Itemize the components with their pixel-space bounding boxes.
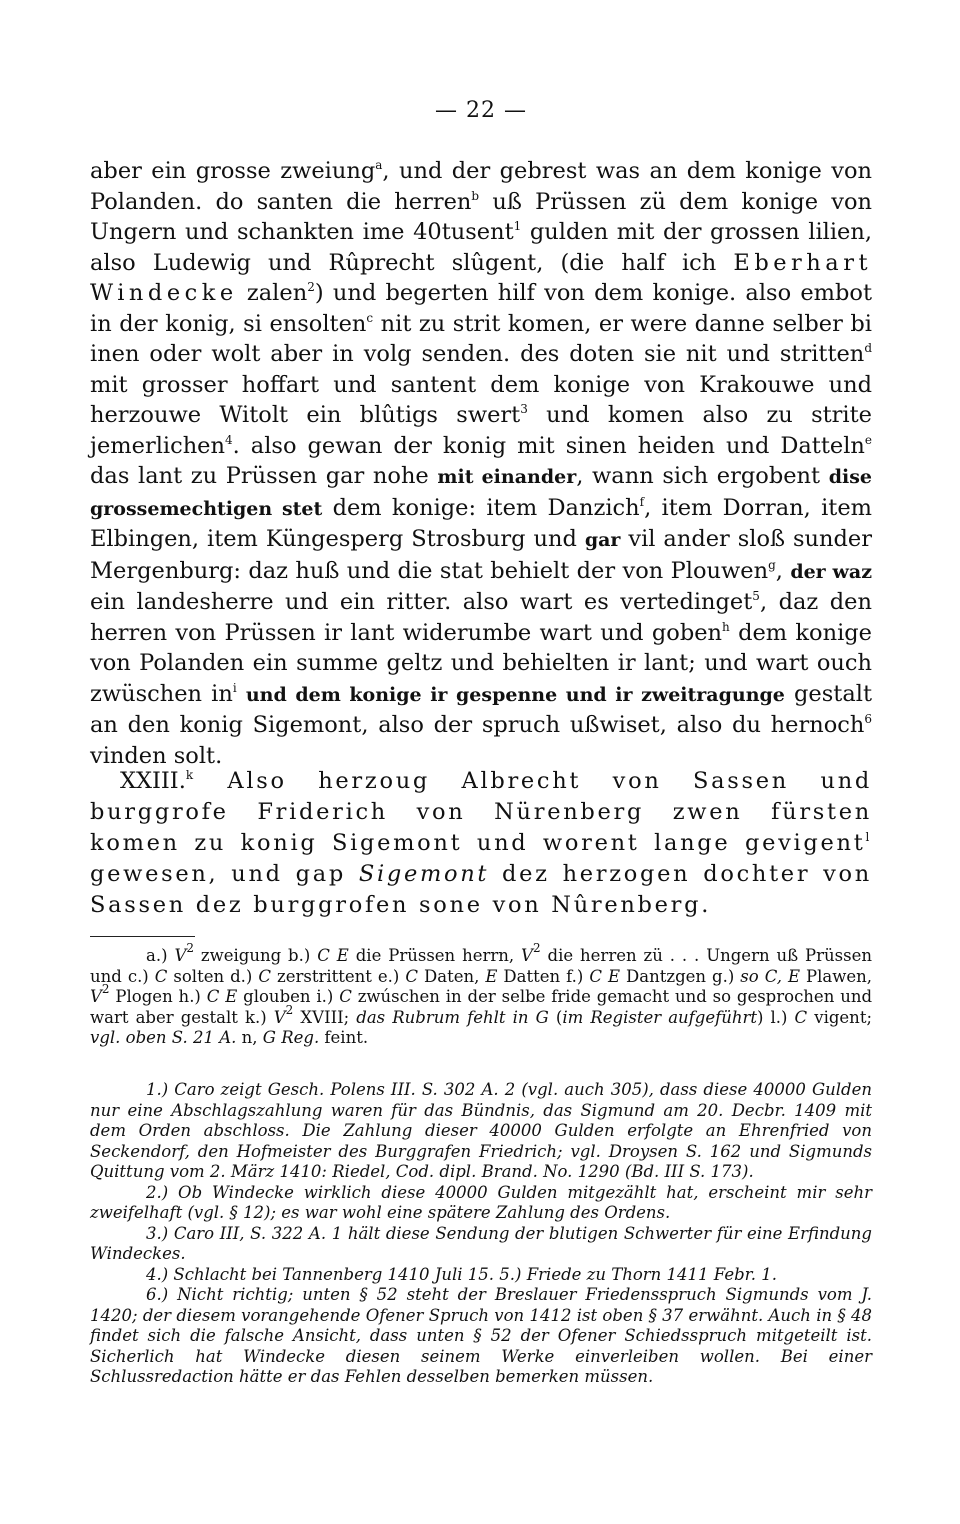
variant-mark: a	[375, 158, 383, 172]
siglum: G Reg.	[262, 1028, 320, 1047]
commentary-notes	[90, 1080, 872, 1388]
note-run: a.)	[146, 946, 175, 965]
siglum-index: 2	[186, 941, 194, 955]
variant-mark: e	[864, 432, 872, 447]
note-run: Datten f.)	[497, 966, 590, 986]
text-run: vil ander sloß sunder Mergenburg: daz huß und die stat behielt der von Plouwen	[90, 526, 872, 584]
note-run: Plawen,	[800, 966, 873, 986]
footnote-4-5: 4.) Schlacht bei Tannenberg 1410 Juli 15. 5.) Friede zu Thorn 1411 Febr. 1.	[146, 1264, 777, 1284]
text-run: mit grosser hoffart und santent dem konige von Krakouwe und herzouwe Witolt ein blûtigs swert	[90, 371, 872, 428]
text-run: ) und begerten hilf von dem konige. also embot in der konig, si ensolten	[90, 280, 872, 337]
text-run: das lant zu Prüssen gar nohe	[90, 463, 438, 489]
footnote-mark: 6	[864, 712, 872, 726]
siglum: V	[273, 1007, 286, 1027]
note-run: n,	[236, 1028, 263, 1047]
variant-mark: i	[232, 680, 237, 695]
text-run: , item Dorran, item Elbingen, item Küngesperg Strosburg und	[90, 494, 872, 552]
text-run: ,	[775, 557, 791, 584]
main-text	[90, 156, 872, 771]
text-run: gestalt an den konig Sigemont, also der spruch ußwiset, also du hernoch	[90, 680, 872, 738]
siglum: so C, E	[740, 966, 801, 986]
siglum: E	[485, 966, 498, 986]
variant-apparatus	[90, 941, 873, 1049]
note-run: Plogen h.)	[109, 987, 207, 1006]
note-run: ) l.)	[756, 1007, 795, 1027]
text-run: und komen also zu strite jemerlichen	[90, 402, 872, 459]
note-run: (	[548, 1007, 563, 1027]
siglum: V	[521, 946, 533, 965]
siglum: V	[90, 987, 102, 1006]
text-run: , daz den herren von Prüssen ir lant widerumbe wart und goben	[90, 589, 872, 646]
siglum-index: 2	[532, 941, 541, 955]
note-run: Dantzgen g.)	[620, 966, 741, 986]
text-run: zalen	[237, 280, 308, 306]
author-name: Eberhart Windecke	[90, 249, 872, 306]
variant-mark: l	[865, 830, 872, 844]
note-run: vigent;	[807, 1007, 873, 1027]
text-run: gulden mit der grossen lilien, also Ludewig und Rûprecht slûgent, (die half ich	[90, 219, 872, 276]
italic-run: Sigemont	[358, 861, 490, 887]
text-run: dem konige von Polanden ein summe geltz und behielten ir lant; und wart ouch zwüschen in	[90, 619, 872, 707]
footnote-mark: 1	[513, 219, 522, 233]
footnote-1: 1.) Caro zeigt Gesch. Polens III. S. 302 A. 2 (vgl. auch 305), dass diese 40000 Gulden nur eine Abschlagszahlung waren für das Bündnis, das Sigmund am 20. Decbr. 1409 mit dem Orden abschloss. Die Zahlung dieser 40000 Gulden erfolgte an Ehrenfried von Seckendorf, den Hofmeister des Burggrafen Friedrich; vgl. Droysen S. 162 und Sigmunds Quittung vom 2. März 1410: Riedel, Cod. dipl. Brand. No. 1290 (Bd. III S. 173).	[90, 1080, 872, 1181]
variant-mark: f	[639, 494, 645, 509]
text-run: . also gewan der konig mit sinen heiden und Datteln	[232, 432, 865, 459]
siglum: V	[174, 946, 187, 965]
footnote-6: 6.) Nicht richtig; unten § 52 steht der Breslauer Friedensspruch Sigmunds vom J. 1420; der diesem vorangehende Ofener Spruch von 1412 ist oben § 37 erwähnt. Auch in § 48 findet sich die falsche Ansicht, dass unten § 52 der Ofener Schiedsspruch mitgeteilt ist. Sicherlich hat Windecke diesen seinem Werke einverleiben wollen. Bei einer Schlussredaction hätte er das Fehlen desselben bemerken müssen.	[90, 1285, 872, 1386]
text-run: vinden solt.	[90, 742, 223, 769]
bold-run: der waz	[790, 560, 873, 583]
siglum: C	[794, 1007, 808, 1027]
italic-note: das Rubrum fehlt in G	[356, 1007, 549, 1027]
note-run: zerstrittent e.)	[271, 966, 406, 986]
footnote-mark: 4	[225, 432, 233, 447]
main-paragraph	[90, 156, 872, 771]
text-run: dez herzogen dochter von Sassen dez burggrofen sone von Nûrenberg.	[90, 861, 872, 918]
italic-note: im Register aufgeführt	[562, 1007, 757, 1027]
siglum-index: 2	[101, 982, 110, 996]
text-run: nit zu strit komen, er were danne selber bi inen oder wolt aber in volg senden. des doten sie nit und stritten	[90, 310, 872, 367]
variant-mark: k	[185, 768, 196, 782]
variant-mark: b	[471, 188, 480, 203]
bold-run: mit einander	[437, 466, 577, 488]
siglum: C	[154, 966, 168, 986]
variant-mark: g	[768, 557, 776, 572]
text-run: , wann sich ergobent	[576, 463, 829, 489]
note-run: zwúschen in der selbe fride gemacht und so gesprochen und wart aber gestalt k.)	[90, 987, 873, 1027]
bold-run: und dem konige ir gespenne und ir zweitragunge	[245, 683, 785, 706]
note-run: feint.	[319, 1028, 369, 1047]
text-run: Also herzoug Albrecht von Sassen und burggrofe Friderich von Nürenberg zwen fürsten komen zu konig Sigemont und worent lange gevigent	[90, 768, 872, 856]
footnote-3: 3.) Caro III, S. 322 A. 1 hält diese Sendung der blutigen Schwerter für eine Erfindung Windeckes.	[90, 1223, 872, 1263]
note-run: die Prüssen herrn,	[348, 946, 522, 965]
variant-mark: d	[864, 341, 872, 355]
footnote-rule	[90, 936, 195, 937]
text-run: aber ein grosse zweiung	[90, 158, 376, 184]
siglum: C	[405, 966, 418, 986]
footnote-mark: 5	[752, 589, 760, 603]
siglum-index: 2	[285, 1002, 294, 1017]
text-run: , und der gebrest was an dem konige von Polanden. do santen die herren	[90, 158, 872, 215]
page-number: — 22 —	[435, 98, 527, 123]
footnote-2: 2.) Ob Windecke wirklich diese 40000 Gulden mitgezählt hat, erscheint mir sehr zweifelhaft (vgl. § 12); es war wohl eine spätere Zahlung des Ordens.	[90, 1182, 872, 1222]
siglum: C E	[317, 946, 349, 965]
italic-note: vgl. oben S. 21 A.	[90, 1028, 237, 1047]
siglum: C	[258, 966, 271, 986]
section-xxiii	[90, 766, 872, 921]
text-run: dem konige: item Danzich	[322, 494, 640, 521]
text-run: gewesen, und gap	[90, 861, 359, 887]
text-run: uß Prüssen zü dem konige von Ungern und schankten ime 40tusent	[90, 188, 872, 245]
note-run: solten d.)	[167, 966, 259, 986]
siglum: C E	[589, 966, 621, 986]
note-run: Daten,	[418, 966, 486, 986]
siglum: C E	[206, 987, 238, 1006]
section-paragraph	[90, 766, 872, 921]
variant-mark: h	[722, 619, 730, 634]
section-heading: XXIII.	[120, 768, 186, 794]
bold-run: dise grossemechtigen stet	[90, 466, 873, 520]
siglum: C	[339, 987, 352, 1006]
variant-mark: c	[366, 310, 374, 325]
note-run: die herren zü . . . Ungern uß Prüssen und c.)	[90, 946, 872, 986]
note-run: XVIII;	[293, 1007, 357, 1027]
text-run	[237, 681, 246, 707]
text-run: ein landesherre und ein ritter. also wart es vertedinget	[90, 589, 753, 615]
bold-run: gar	[584, 529, 621, 551]
note-run: zweigung b.)	[194, 946, 318, 965]
footnote-mark: 3	[520, 402, 528, 416]
variant-notes	[90, 941, 873, 1049]
note-run: glouben i.)	[237, 987, 340, 1006]
footnote-mark: 2	[307, 280, 315, 294]
